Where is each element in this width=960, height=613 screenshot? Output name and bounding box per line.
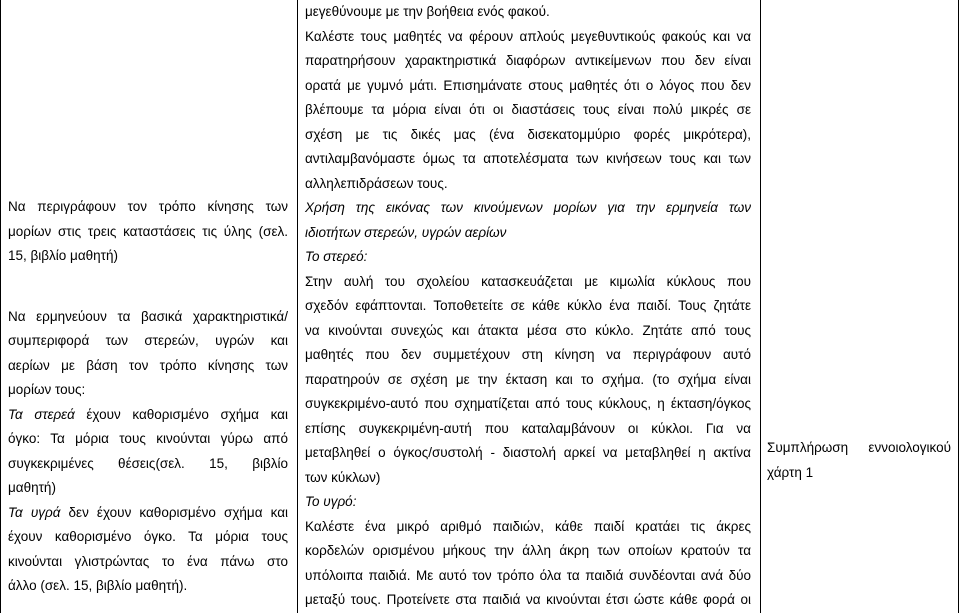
solids-term: Τα στερεά (8, 406, 75, 422)
text-line: μορίων στις τρεις καταστάσεις τις ύλης (σελ. (8, 223, 288, 239)
text-line: μεταβληθεί ο όγκος/συστολή - διαστολή αρκεί να μεταβληθεί η ακτίνα (305, 445, 751, 460)
spacer (8, 269, 288, 305)
text-line: Να περιγράφουν τον τρόπο κίνησης των (8, 199, 288, 214)
concept-map-text: χάρτη 1 (767, 464, 814, 480)
text-line: σχεδόν εφάπτονται. Τοποθετείτε σε κάθε κύκλο ένα παιδί. Τους ζητάτε (305, 298, 751, 313)
text-line: Καλέστε ένα μικρό αριθμό παιδιών, κάθε παιδί κρατάει τις άκρες (305, 518, 751, 534)
solid-heading: Το στερεό: (305, 249, 368, 264)
column-divider-2 (760, 0, 761, 613)
text-line: μαθητές που δεν συμμετέχουν στη κίνηση να περιγράφουν αυτό (305, 347, 751, 362)
objective-interpret-properties (8, 305, 288, 599)
text-line: Να ερμηνεύουν τα βασικά χαρακτηριστικά/ (8, 308, 288, 324)
text-line: παρατηρούν σε σχέση με την έκταση και το σχήμα. (το σχήμα είναι (305, 371, 751, 387)
table-border-left (0, 0, 1, 613)
text-span: δεν έχουν καθορισμένο σχήμα και (60, 504, 288, 520)
text-line: μεταξύ τους. Προτείνετε στα παιδιά να κινούνται έτσι ώστε κάθε φορά οι (305, 592, 751, 607)
text-line: Στην αυλή του σχολείου κατασκευάζεται με κιμωλία κύκλους που (305, 273, 751, 289)
text-line: μορίων τους: (8, 382, 86, 397)
text-line: αντιλαμβανόμαστε όμως τα αποτελέσματα των κινήσεων τους και των (305, 151, 751, 166)
text-line: συγκεκριμένο-αυτό που σχηματίζεται από τους κύκλους, η έκταση/όγκος (305, 396, 751, 411)
table-border-right (958, 0, 959, 613)
text-span: έχουν καθορισμένο σχήμα και (74, 406, 288, 422)
text-line: αερίων με βάση τον τρόπο κίνησης των (8, 357, 288, 373)
text-line: αλληλεπιδράσεων τους. (305, 175, 448, 191)
magnifier-activity (305, 0, 751, 196)
text-line: άλλο (σελ. 15, βιβλίο μαθητή). (8, 578, 188, 593)
text-line: έχουν καθορισμένο όγκο. Τα μόρια τους (8, 529, 288, 544)
objectives-column (8, 195, 288, 599)
assessment-column (767, 436, 951, 485)
activities-column (305, 0, 751, 613)
text-line: όγκο: Τα μόρια τους κινούνται γύρω από (8, 431, 288, 446)
concept-map-text: Συμπλήρωση εννοιολογικού (767, 440, 951, 455)
text-line: 15, βιβλίο μαθητή) (8, 248, 118, 263)
text-line: Χρήση της εικόνας των κινούμενων μορίων για την ερμηνεία των (305, 200, 751, 215)
text-line: επίσης συγκεκριμένη-αυτή που καταλαμβάνουν οι κύκλοι. Για να (305, 420, 751, 436)
liquids-term: Τα υγρά (8, 504, 61, 520)
liquids-definition (8, 501, 288, 526)
text-line: ορατά με γυμνό μάτι. Επισημάνατε στους μαθητές ότι ο λόγος που δεν (305, 77, 751, 93)
text-line: ιδιοτήτων στερεών, υγρών αερίων (305, 224, 507, 240)
text-line: μαθητή) (8, 480, 56, 495)
text-line: υπόλοιπα παιδιά. Με αυτό τον τρόπο όλα τα παιδιά συνδέονται ανά δύο (305, 567, 751, 583)
liquid-heading: Το υγρό: (305, 494, 357, 509)
text-line: Καλέστε τους μαθητές να φέρουν απλούς μεγεθυντικούς φακούς και να (305, 28, 751, 44)
text-line: των κύκλων) (305, 469, 381, 485)
text-line: βλέπουμε τα μόρια είναι ότι οι διαστάσεις τους είναι πολύ μικρές σε (305, 102, 751, 117)
column-divider-1 (297, 0, 298, 613)
text-line: συμπεριφορά των στερεών, υγρών και (8, 333, 288, 348)
solid-activity (305, 245, 751, 490)
text-line: σχέση με τις δικές μας (ένα δισεκατομμύριο φορές μικρότερα), (305, 126, 751, 142)
text-line: κινούνται γλιστρώντας το ένα πάνω στο (8, 553, 288, 569)
text-line: κορδελών ορισμένου μήκους την άλλη άκρη των οποίων κρατούν τα (305, 543, 751, 558)
moving-molecules-image-use (305, 196, 751, 245)
solids-definition (8, 403, 288, 428)
text-line: παρατηρήσουν χαρακτηριστικά διαφόρων αντικείμενων που δεν είναι (305, 53, 751, 68)
text-line: να κινούνται συνεχώς και άτακτα μέσα στο κύκλο. Ζητάτε από τους (305, 322, 751, 338)
liquid-activity (305, 490, 751, 613)
text-line: συγκεκριμένες θέσεις(σελ. 15, βιβλίο (8, 455, 288, 471)
text-line: μεγεθύνουμε με την βοήθεια ενός φακού. (305, 4, 550, 19)
objective-describe-motion (8, 195, 288, 269)
